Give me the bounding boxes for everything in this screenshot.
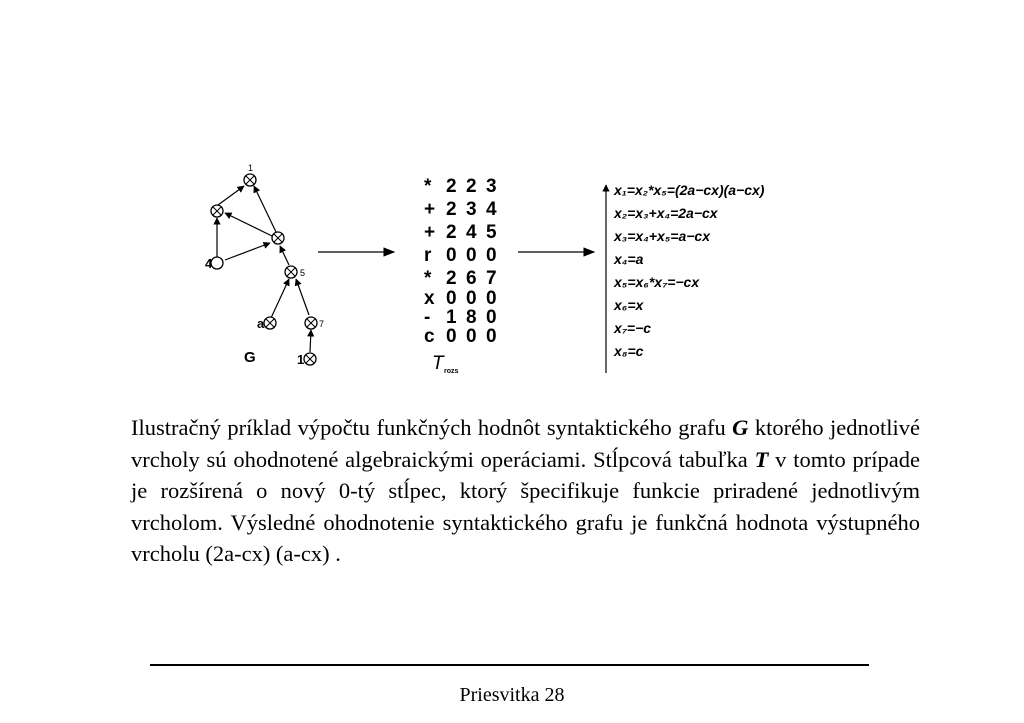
footer-divider <box>150 664 869 666</box>
equation: x₈=c <box>614 343 644 359</box>
table-op: * <box>424 268 432 289</box>
column-table <box>424 176 497 375</box>
table-op: + <box>424 222 436 243</box>
graph-edge <box>254 186 276 232</box>
graph-edge <box>280 246 289 265</box>
table-cell: 0 <box>446 326 457 347</box>
table-cell: 2 <box>446 268 457 289</box>
graph-edge <box>218 186 244 205</box>
table-cell: 2 <box>466 176 477 197</box>
table-cell: 3 <box>466 199 477 220</box>
table-cell: 0 <box>486 326 497 347</box>
caption-text: ktorého jednotlivé vrcholy sú ohodnotené algebraickými operáciami. Stĺpcová tabuľka <box>131 415 920 472</box>
table-op: r <box>424 245 432 266</box>
leaf-label: 1 <box>297 352 305 367</box>
table-cell: 7 <box>486 268 497 289</box>
table-op: c <box>424 326 435 347</box>
caption-table-symbol: T <box>754 446 769 472</box>
equation: x₃=x₄+x₅=a−cx <box>614 228 710 244</box>
table-row <box>424 199 497 220</box>
equation: x₅=x₆*x₇=−cx <box>614 274 700 290</box>
equation: x₂=x₃+x₄=2a−cx <box>614 205 718 221</box>
table-row <box>424 268 497 289</box>
table-row <box>424 307 497 328</box>
table-cell: 2 <box>446 199 457 220</box>
table-label-subscript: rozs <box>444 368 459 375</box>
table-cell: 6 <box>466 268 477 289</box>
table-cell: 2 <box>446 176 457 197</box>
table-cell: 4 <box>466 222 477 243</box>
table-op: + <box>424 199 436 220</box>
table-cell: 0 <box>486 307 497 328</box>
table-cell: 0 <box>486 288 497 309</box>
equation: x₁=x₂*x₅=(2a−cx)(a−cx) <box>614 182 765 198</box>
node-number: 7 <box>319 319 325 329</box>
node-number: 1 <box>248 163 254 173</box>
table-cell: 2 <box>446 222 457 243</box>
table-cell: 0 <box>466 326 477 347</box>
graph-edge <box>310 330 311 352</box>
equation: x₄=a <box>614 251 644 267</box>
table-cell: 0 <box>446 245 457 266</box>
caption-text: Ilustračný príklad výpočtu funkčných hodnôt syntaktického grafu <box>131 415 733 440</box>
equation-list <box>613 182 765 359</box>
slide-number: Priesvitka 28 <box>459 684 565 706</box>
graph-node <box>211 257 223 269</box>
table-cell: 0 <box>466 245 477 266</box>
table-row <box>424 288 497 309</box>
table-op: x <box>424 288 435 309</box>
table-cell: 0 <box>466 288 477 309</box>
equation: x₆=x <box>614 297 644 313</box>
leaf-label: a <box>257 316 265 331</box>
caption-graph-symbol: G <box>732 415 749 440</box>
graph-edge <box>225 243 270 260</box>
table-cell: 4 <box>486 199 497 220</box>
caption-paragraph <box>131 412 920 570</box>
table-row <box>424 176 497 197</box>
table-op: - <box>424 307 431 328</box>
table-cell: 3 <box>486 176 497 197</box>
node-number: 5 <box>300 268 306 278</box>
table-row <box>424 326 497 347</box>
table-label: T <box>432 353 444 374</box>
table-cell: 8 <box>466 307 477 328</box>
leaf-label: 4 <box>205 256 213 271</box>
graph-edge <box>271 279 289 318</box>
table-cell: 0 <box>446 288 457 309</box>
caption-text: v tomto prípade je rozšírená o nový 0-tý stĺpec, ktorý špecifikuje funkcie priradené jednotlivým vrcholom. Výsledné ohodnotenie syntaktického grafu je funkčná hodnota výstupného vrcholu (2a-cx) (a-cx) . <box>131 446 920 566</box>
graph-edge <box>225 213 272 236</box>
graph-label: G <box>244 349 256 366</box>
table-cell: 5 <box>486 222 497 243</box>
table-row <box>424 245 497 266</box>
equation: x₇=−c <box>614 320 652 336</box>
table-cell: 0 <box>486 245 497 266</box>
table-cell: 1 <box>446 307 457 328</box>
graph-edge <box>296 279 309 315</box>
table-row <box>424 222 497 243</box>
table-op: * <box>424 176 432 197</box>
